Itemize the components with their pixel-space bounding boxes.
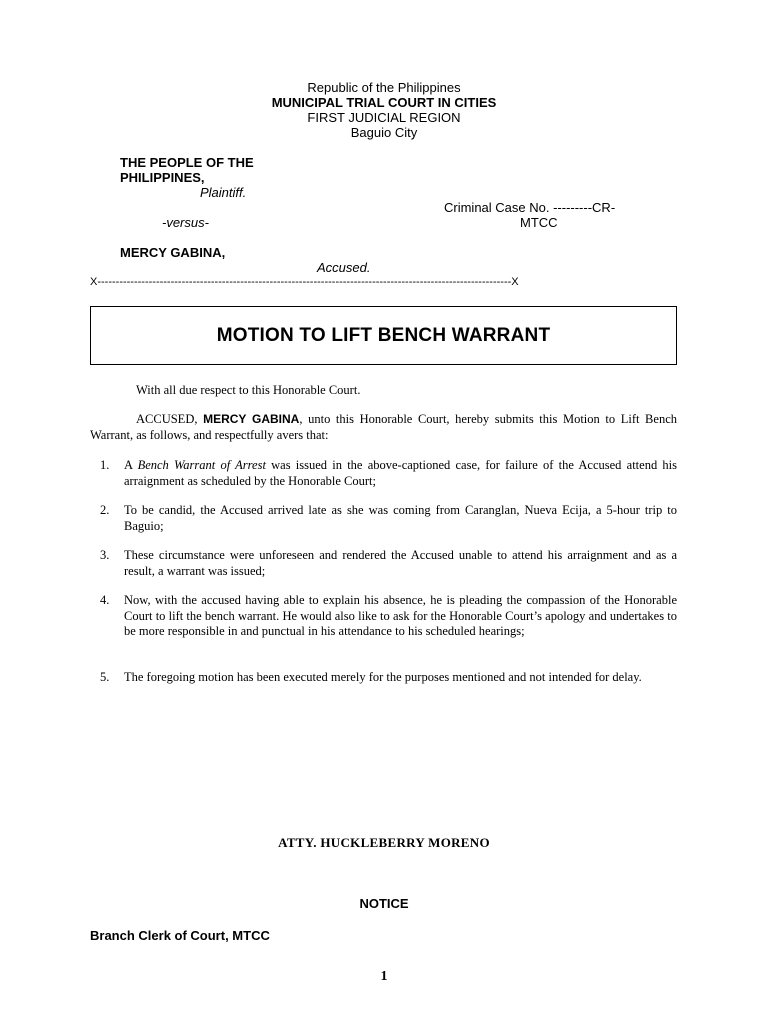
notice-addressee: Branch Clerk of Court, MTCC [90, 928, 270, 943]
list-item-number: 4. [100, 593, 110, 607]
list-item-text: To be candid, the Accused arrived late as she was coming from Caranglan, Nueva Ecija, a 5-hour trip to Baguio; [124, 503, 677, 533]
notice-heading: NOTICE [359, 896, 409, 911]
intro-accused-name: MERCY GABINA [203, 412, 300, 426]
title-box [90, 306, 677, 365]
document-title: MOTION TO LIFT BENCH WARRANT [216, 324, 551, 346]
respect-line: With all due respect to this Honorable Court. [136, 383, 361, 397]
plaintiff-role: Plaintiff. [200, 185, 247, 200]
accused-name: MERCY GABINA, [120, 245, 226, 260]
list-item-text: The foregoing motion has been executed merely for the purposes mentioned and not intended for delay. [124, 670, 642, 684]
intro-prefix: ACCUSED, [136, 412, 204, 426]
list-item-text-rest: was issued in the above-captioned case, for failure of the Accused attend his arraignment as scheduled by the Honorable Court; [124, 458, 677, 488]
list-item-text-emphasis: Bench Warrant of Arrest [137, 458, 266, 472]
header-republic: Republic of the Philippines [307, 80, 461, 95]
caption-divider: X-----------------------------------------------------------------------------------------------------------------X [90, 276, 519, 288]
case-number-line2: MTCC [520, 215, 558, 230]
versus-label: -versus- [162, 215, 209, 230]
list-item-number: 2. [100, 503, 110, 517]
intro-paragraph [90, 412, 677, 443]
list-item-text-pre: A [124, 458, 138, 472]
list-item-text: These circumstance were unforeseen and rendered the Accused unable to attend his arraignment and as a result, a warrant was issued; [124, 548, 677, 578]
list-item-text: Now, with the accused having able to explain his absence, he is pleading the compassion of the Honorable Court to lift the bench warrant. He would also like to ask for the Honorable Court’s apology and undertakes to be more responsible in and punctual in his attendance to his scheduled hearings; [124, 593, 677, 638]
list-item-number: 1. [100, 458, 110, 472]
header-city: Baguio City [350, 125, 418, 140]
list-item-number: 3. [100, 548, 110, 562]
list-item-number: 5. [100, 670, 110, 684]
page-number: 1 [380, 969, 388, 984]
list-item-text [124, 458, 677, 489]
plaintiff-line1: THE PEOPLE OF THE [120, 155, 254, 170]
header-court: MUNICIPAL TRIAL COURT IN CITIES [271, 95, 497, 110]
header-region: FIRST JUDICIAL REGION [307, 110, 461, 125]
accused-role: Accused. [317, 260, 371, 275]
plaintiff-line2: PHILIPPINES, [120, 170, 205, 185]
signature-name: ATTY. HUCKLEBERRY MORENO [278, 835, 490, 850]
intro-rest: , unto this Honorable Court, hereby submits this Motion to Lift Bench Warrant, as follows, and respectfully avers that: [90, 412, 677, 442]
case-number-line1: Criminal Case No. ---------CR- [444, 200, 616, 215]
